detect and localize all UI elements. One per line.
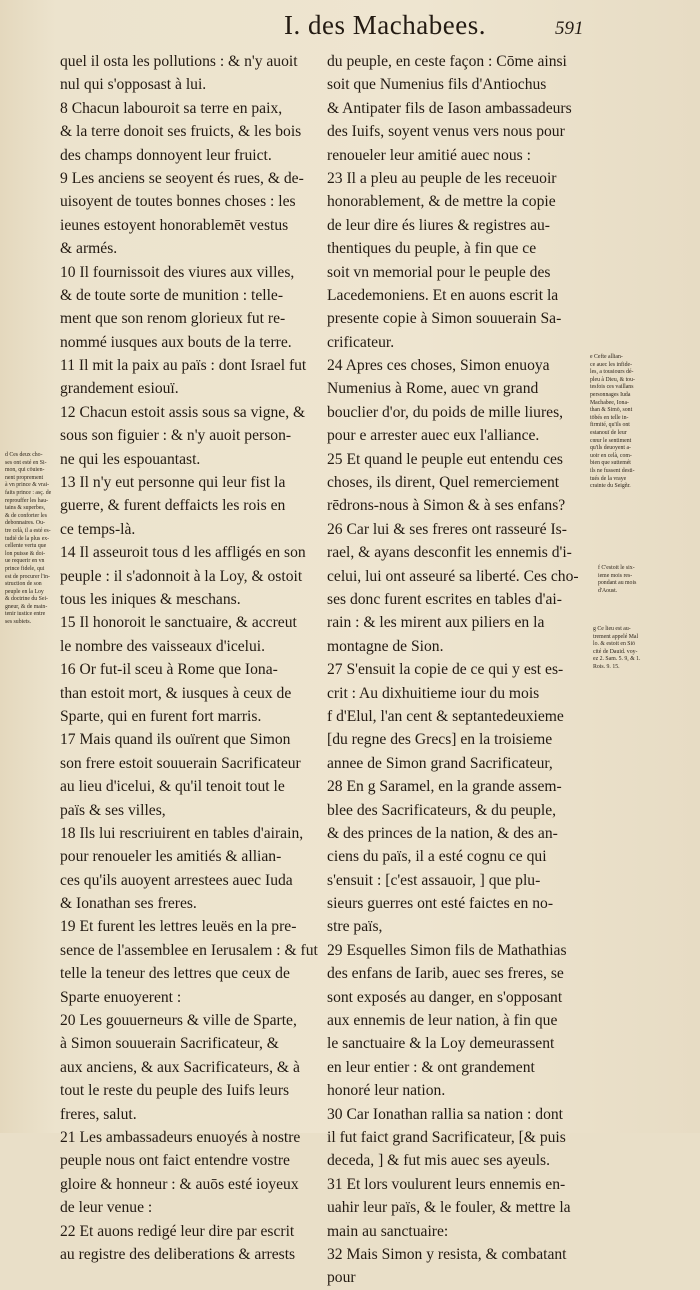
text-line: uisoyent de toutes bonnes choses : les: [60, 193, 296, 211]
margin-note-line: g Ce lieu est au-: [593, 626, 631, 632]
text-line: & des princes de la nation, & des an-: [327, 824, 558, 842]
text-line: renoueler leur amitié auec nous :: [327, 146, 531, 164]
text-line: 13 Il n'y eut personne qui leur fist la: [60, 474, 286, 492]
margin-note-line: prince fidele, qui: [5, 565, 45, 572]
text-line: peuple : il s'adonnoit à la Loy, & ostoit: [60, 567, 303, 585]
margin-note-line: à vn prince & vrai-: [5, 482, 50, 489]
text-line: 12 Chacun estoit assis sous sa vigne, &: [60, 403, 306, 421]
text-line: aux ennemis de leur nation, à fin que: [327, 1012, 558, 1030]
text-line: honoré leur nation.: [327, 1082, 446, 1100]
text-line: à Simon souuerain Sacrificateur, &: [60, 1035, 279, 1053]
margin-note-d: [5, 452, 63, 627]
text-line: main au sanctuaire:: [327, 1222, 449, 1240]
text-line: ciens du païs, il a esté cognu ce qui: [327, 848, 547, 866]
text-line: 11 Il mit la paix au païs : dont Israel fut: [60, 357, 307, 375]
text-line: quel il osta les pollutions : & n'y auoit: [60, 53, 298, 70]
text-line: son frere estoit souuerain Sacrificateur: [60, 754, 301, 772]
text-line: montagne de Sion.: [327, 637, 444, 655]
margin-note-line: gneur, & de main-: [5, 603, 48, 610]
margin-note-line: tesfois ces vaillans: [590, 384, 634, 391]
text-line: 21 Les ambassadeurs enuoyés à nostre: [60, 1128, 301, 1146]
text-line: pour: [327, 1269, 356, 1287]
margin-note-line: les, a tousiours dé-: [590, 369, 634, 376]
text-line: des enfans de Iarib, auec ses freres, se: [327, 965, 564, 983]
text-line: ieunes estoyent honorablemēt vestus: [60, 216, 289, 234]
margin-note-line: struction de son: [5, 581, 42, 588]
text-line: 24 Apres ces choses, Simon enuoya: [327, 357, 550, 375]
text-line: au registre des deliberations & arrests: [60, 1245, 296, 1263]
margin-note-g: [593, 626, 697, 672]
text-line: freres, salut.: [60, 1105, 137, 1123]
text-line: [du regne des Grecs] en la troisieme: [327, 731, 553, 749]
margin-note-line: cœur le sentiment: [590, 437, 632, 444]
margin-note-f: [598, 565, 698, 595]
text-line: ces qu'ils auoyent arrestees auec Iuda: [60, 871, 293, 889]
text-line: 20 Les gouuerneurs & ville de Sparte,: [60, 1012, 297, 1030]
margin-note-line: ils ne fussent desti-: [590, 467, 635, 474]
text-line: sous son figuier : & n'y auoit person-: [60, 427, 292, 445]
margin-note-line: pondant au mois: [598, 580, 637, 587]
text-line: 14 Il asseuroit tous d les affligés en son: [60, 544, 306, 562]
text-line: 15 Il honoroit le sanctuaire, & accreut: [60, 614, 297, 632]
text-line: 9 Les anciens se seoyent és rues, & de-: [60, 169, 304, 187]
text-line: 19 Et furent les lettres leuës en la pre-: [60, 918, 297, 936]
margin-note-line: personnages Iuda: [590, 391, 631, 398]
text-line: soit que Numenius fils d'Antiochus: [327, 76, 547, 94]
margin-note-line: est de procurer l'in-: [5, 573, 50, 580]
margin-note-line: tre celà, il a esté es-: [5, 527, 51, 534]
margin-note-line: ses ont esté en Si-: [5, 459, 47, 466]
text-line: rēdrons-nous à Simon & à ses enfans?: [327, 497, 566, 515]
margin-note-line: tōbés en telle in-: [590, 414, 629, 421]
text-line: 22 Et auons redigé leur dire par escrit: [60, 1222, 295, 1240]
text-line: du peuple, en ceste façon : Cōme ainsi: [327, 53, 567, 70]
margin-note-line: mon, qui cōuien-: [5, 467, 45, 474]
text-line: celui, lui ont asseuré sa liberté. Ces cho-: [327, 567, 579, 585]
margin-note-line: than & Simō, sont: [590, 407, 633, 414]
text-line: 10 Il fournissoit des viures aux villes,: [60, 263, 295, 281]
text-line: 17 Mais quand ils ouïrent que Simon: [60, 731, 291, 749]
text-line: crificateur.: [327, 333, 395, 351]
text-line: aux anciens, & aux Sacrificateurs, & à: [60, 1058, 300, 1076]
text-line: 29 Esquelles Simon fils de Mathathias: [327, 941, 567, 959]
text-line: telle la teneur des lettres que ceux de: [60, 965, 290, 983]
margin-note-line: qu'ils deuoyent a-: [590, 445, 631, 452]
text-line: grandement esiouï.: [60, 380, 179, 398]
text-line: guerre, & furent deffaicts les rois en: [60, 497, 286, 515]
text-line: & armés.: [60, 240, 118, 258]
text-line: païs & ses villes,: [60, 801, 166, 819]
text-line: 28 En g Saramel, en la grande assem-: [327, 778, 562, 796]
text-line: choses, ils dirent, Quel remerciement: [327, 474, 560, 492]
margin-note-line: reprouffer les hau-: [5, 497, 49, 504]
text-line: il fut faict grand Sacrificateur, [& puis: [327, 1128, 566, 1146]
margin-note-e: [590, 354, 695, 491]
text-line: 26 Car lui & ses freres ont rasseuré Is-: [327, 520, 567, 538]
text-line: deceda, ] & fut mis auec ses ayeuls.: [327, 1152, 550, 1170]
margin-note-line: cité de Dauid. voy-: [593, 648, 638, 655]
text-line: ce temps-là.: [60, 520, 136, 538]
text-line: 18 Ils lui rescriuirent en tables d'airain,: [60, 824, 304, 842]
margin-note-line: tenir iustice entre: [5, 611, 46, 618]
text-line: peuple nous ont faict entendre vostre: [60, 1152, 290, 1170]
margin-note-line: bien que suttemét: [590, 460, 631, 467]
text-line: & de toute sorte de munition : telle-: [60, 286, 284, 304]
text-line: uahir leur païs, & le fouler, & mettre la: [327, 1199, 571, 1217]
text-line: 8 Chacun labouroit sa terre en paix,: [60, 99, 283, 117]
text-line: Numenius à Rome, auec vn grand: [327, 380, 539, 398]
text-line: 30 Car Ionathan rallia sa nation : dont: [327, 1105, 564, 1123]
text-line: 31 Et lors voulurent leurs ennemis en-: [327, 1175, 566, 1193]
text-line: rain : & les mirent aux piliers en la: [327, 614, 545, 632]
text-line: f d'Elul, l'an cent & septantedeuxieme: [327, 707, 564, 725]
margin-note-line: debonnaires. Ou-: [5, 520, 45, 527]
text-line: Sparte, qui en furent fort marris.: [60, 707, 262, 725]
text-line: ses donc furent escrites en tables d'ai-: [327, 590, 562, 608]
text-line: 27 S'ensuit la copie de ce qui y est es-: [327, 661, 564, 679]
page-number: 591: [555, 18, 584, 39]
text-line: des champs donnoyent leur fruict.: [60, 146, 272, 164]
text-line: nul qui s'opposast à lui.: [60, 76, 207, 94]
margin-note-line: ue requerir en vn: [5, 558, 45, 565]
margin-note-line: f C'estoit le six-: [598, 565, 635, 571]
text-line: sence de l'assemblee en Ierusalem : & fut: [60, 941, 318, 959]
text-line: & Ionathan ses freres.: [60, 895, 197, 913]
text-line: au lieu d'icelui, & qu'il tenoit tout le: [60, 778, 285, 796]
text-line: soit vn memorial pour le peuple des: [327, 263, 551, 281]
text-line: bouclier d'or, du poids de mille liures,: [327, 403, 564, 421]
margin-note-line: ses subiets.: [5, 619, 32, 626]
text-line: en leur entier : & ont grandement: [327, 1058, 535, 1076]
margin-note-line: & de conforter les: [5, 512, 48, 519]
margin-note-line: e Cefte allian-: [590, 354, 623, 360]
text-line: Lacedemoniens. Et en auons escrit la: [327, 286, 559, 304]
margin-note-line: tués de la vraye: [590, 475, 627, 482]
margin-note-line: Rois. 9. 15.: [593, 663, 620, 670]
margin-note-line: Machabee, Iona-: [590, 399, 629, 406]
margin-note-line: tudié de la plus ex-: [5, 535, 50, 542]
text-line: presente copie à Simon souuerain Sa-: [327, 310, 562, 328]
margin-note-line: ce auec les infide-: [590, 361, 633, 368]
text-line: sieurs guerres ont esté faictes en no-: [327, 895, 554, 913]
left-text-column: [60, 50, 320, 1266]
text-line: rael, & ayans desconfit les ennemis d'i-: [327, 544, 572, 562]
margin-note-line: trement appelé Mal: [593, 633, 639, 640]
margin-note-line: tains & superbes,: [5, 505, 46, 512]
margin-note-line: peuple en la Loy: [5, 588, 44, 595]
margin-note-line: ieme mois res-: [598, 572, 633, 579]
text-line: gloire & honneur : & auōs esté ioyeux: [60, 1175, 299, 1193]
text-line: & la terre donoit ses fruicts, & les bois: [60, 123, 302, 141]
margin-note-line: firmité, qu'ils ont: [590, 422, 630, 429]
margin-note-line: uoir en celà, com-: [590, 452, 632, 459]
text-line: pour e arrester auec eux l'alliance.: [327, 427, 540, 445]
margin-note-line: lo. & estoit en Siō: [593, 641, 636, 648]
text-line: 32 Mais Simon y resista, & combatant: [327, 1245, 567, 1263]
text-line: stre païs,: [327, 918, 383, 936]
margin-note-line: pleu à Dieu, & tou-: [590, 376, 635, 383]
text-line: thentiques du peuple, à fin que ce: [327, 240, 537, 258]
margin-note-line: ez 2. Sam. 5. 9, & 1.: [593, 656, 641, 663]
text-line: honorablement, & de mettre la copie: [327, 193, 556, 211]
text-line: & Antipater fils de Iason ambassadeurs: [327, 99, 572, 117]
text-line: le sanctuaire & la Loy demeurassent: [327, 1035, 555, 1053]
text-line: de leur dire és liures & registres au-: [327, 216, 550, 234]
margin-note-line: & doctrine du Sei-: [5, 596, 48, 603]
margin-note-line: estanouï de leur: [590, 429, 627, 436]
text-line: tout le reste du peuple des Iuifs leurs: [60, 1082, 290, 1100]
text-line: Sparte enuoyerent :: [60, 988, 182, 1006]
text-line: ne qui les espouantast.: [60, 450, 201, 468]
margin-note-line: lon puisse & doi-: [5, 550, 46, 557]
margin-note-line: faits prince : asç. de: [5, 489, 52, 496]
margin-note-line: d'Aoust.: [598, 587, 618, 594]
text-line: 23 Il a pleu au peuple de les receuoir: [327, 169, 557, 187]
text-line: 16 Or fut-il sceu à Rome que Iona-: [60, 661, 278, 679]
margin-note-line: nent proprement: [5, 474, 44, 481]
margin-note-line: cellente vertu que: [5, 543, 47, 550]
text-line: le nombre des vaisseaux d'icelui.: [60, 637, 266, 655]
text-line: des Iuifs, soyent venus vers nous pour: [327, 123, 565, 141]
text-line: pour renoueler les amitiés & allian-: [60, 848, 282, 866]
running-title: I. des Machabees.: [284, 10, 486, 40]
margin-note-line: d Ces deux cho-: [5, 452, 43, 458]
text-line: annee de Simon grand Sacrificateur,: [327, 754, 553, 772]
right-text-column: [327, 50, 585, 1290]
text-line: crit : Au dixhuitieme iour du mois: [327, 684, 540, 702]
text-line: than estoit mort, & iusques à ceux de: [60, 684, 292, 702]
margin-note-line: crainte du Seigñr.: [590, 483, 631, 490]
text-line: ment que son renom glorieux fut re-: [60, 310, 286, 328]
text-line: blee des Sacrificateurs, & du peuple,: [327, 801, 557, 819]
text-line: 25 Et quand le peuple eut entendu ces: [327, 450, 563, 468]
text-line: de leur venue :: [60, 1199, 153, 1217]
text-line: sont exposés au danger, en s'opposant: [327, 988, 563, 1006]
text-line: s'ensuit : [c'est assauoir, ] que plu-: [327, 871, 541, 889]
text-line: nommé iusques aux bouts de la terre.: [60, 333, 292, 351]
text-line: tous les iniques & meschans.: [60, 590, 241, 608]
